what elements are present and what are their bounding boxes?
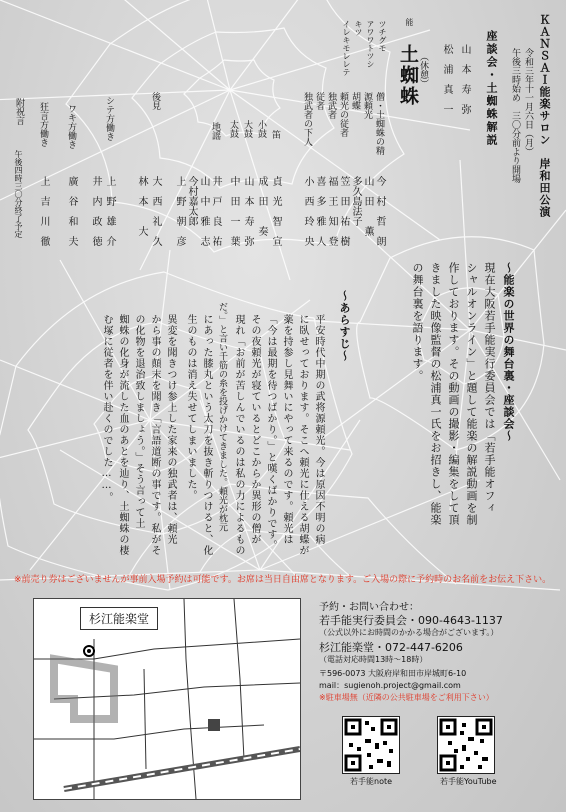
- contact-org: 若手能実行委員会・090-4643-1137: [319, 614, 503, 627]
- synopsis-line-2: に臥せっております。そこへ頼光に仕える胡蝶が: [297, 314, 308, 556]
- synopsis-line-6: 現れ「お前が苦しんでいるのは私の力によるもの: [233, 314, 244, 556]
- furigana-2: アワワトツシ: [366, 20, 375, 68]
- role-4: 頼光の従者: [338, 92, 348, 137]
- synopsis-line-1: 平安時代中期の武将源頼光。今は原因不明の病: [313, 314, 324, 545]
- intro-line-4: きました映像監督の松浦真一氏をお招きし、能楽: [429, 262, 442, 526]
- support-member-1b: 井 内 政 徳: [90, 176, 101, 246]
- map-title: 杉江能楽堂: [80, 607, 158, 630]
- qr-code-youtube[interactable]: [437, 716, 495, 774]
- performer-4: 笠 田 祐 樹: [338, 176, 349, 246]
- role-6: 従者: [314, 92, 324, 110]
- jiutai-member-2: 山 中 雅 志: [198, 176, 209, 246]
- koken-label: 後見: [150, 92, 160, 110]
- support-label-2: ワキ方働き: [66, 104, 76, 149]
- end-time: 午後四時三〇分終了予定: [14, 150, 23, 238]
- intro-line-3: 作しております。その動画の撮影・編集をして頂: [447, 262, 460, 526]
- synopsis-line-14: む塚に従者を伴い赴くのでした……。: [101, 314, 112, 503]
- performer-1: 今 村 哲 朗: [374, 176, 385, 246]
- event-time: 午後三時始め 三〇分前より開場: [510, 48, 520, 183]
- synopsis-line-3: 薬を持参し見舞いにやって来るのです。頼光は: [281, 314, 292, 545]
- talk-title: 座談会・土蜘蛛解説: [485, 30, 498, 147]
- performer-5: 福 王 知 登: [326, 176, 337, 246]
- musician-1: 貞 光 智 宣: [270, 176, 281, 246]
- synopsis-line-8: にあった膝丸という太刀を抜き斬りつけると、化: [201, 314, 212, 556]
- description-box: [49, 262, 519, 568]
- synopsis-line-9: 生のものは消え失せてしまいました。: [185, 314, 196, 501]
- access-map: [33, 598, 301, 800]
- contact-venue: 杉江能楽堂・072-447-6206: [319, 641, 463, 654]
- musician-4: 中 田 一 葉: [228, 176, 239, 246]
- synopsis-line-4: 「今は最期を待つばかり。」と嘆くばかりです。: [265, 314, 276, 551]
- performer-7: 小 西 玲 央: [302, 176, 313, 246]
- intro-line-2: シャルオンライン」と題して能楽の解説動画を制: [465, 262, 478, 526]
- event-title: ＫＡＮＳＡＩ能楽サロン 岸和田公演: [538, 14, 551, 218]
- event-date: 令和三年十一月六日（月）: [523, 48, 533, 156]
- role-1: 僧・土蜘蛛の精: [374, 92, 384, 155]
- performer-6: 喜 多 雅 人: [314, 176, 325, 246]
- jiutai-member-1: 井 戸 良 祐: [210, 176, 221, 246]
- qr-youtube-label: 若手能YouTube: [440, 777, 497, 786]
- performer-3: 多久島法子: [350, 176, 361, 226]
- parking-notice: ※駐車場無（近隣の公共駐車場をご利用下さい）: [319, 693, 494, 702]
- role-3: 胡蝶: [350, 92, 360, 110]
- support-label-1: シテ方働き: [104, 96, 114, 141]
- noh-label: 能: [405, 18, 414, 26]
- synopsis-line-7: だ。」と言い千筋の糸を投げかけてきました。頼光が枕元: [217, 302, 227, 532]
- contact-address: 〒596-0073 大阪府岸和田市岸城町6-10: [319, 669, 467, 678]
- talk-speaker-2: 松 浦 真 一: [441, 44, 452, 114]
- shugen-label: 附祝言: [14, 98, 24, 125]
- furigana-3: キツ: [354, 20, 363, 36]
- jiutai-label: 地謡: [210, 122, 220, 140]
- noh-title: 土蜘蛛: [397, 44, 419, 107]
- musician-part-4: 太鼓: [228, 120, 238, 138]
- musician-part-1: 笛: [270, 130, 280, 139]
- synopsis-line-11: から事の顛末を聞き「言語道断の事です。私がそ: [149, 314, 160, 556]
- jiutai-member-4: 上 野 朝 彦: [174, 176, 185, 246]
- reservation-notice: ※前売り券はございませんが事前入場予約は可能です。お席は当日自由席となります。ご入場の際に予約時のお名前をお伝え下さい。: [14, 575, 552, 585]
- role-7: 独武者の下人: [302, 92, 312, 146]
- intermission-label: （休憩）: [418, 52, 428, 88]
- support-member-2: 廣 谷 和 夫: [66, 176, 77, 246]
- koken-member-2: 林 本 大: [136, 176, 147, 236]
- intro-line-1: 現在大阪若手能実行委員会では「若手能オフィ: [483, 262, 496, 514]
- support-member-1a: 上 野 雄 介: [104, 176, 115, 246]
- furigana-4: イレキモレレテ: [342, 20, 351, 76]
- musician-part-2: 小鼓: [256, 120, 266, 138]
- synopsis-title: 〜あらすじ〜: [338, 290, 351, 362]
- jiutai-member-3: 今村嘉太郎: [186, 176, 197, 226]
- talk-speaker-1: 山 本 寿 弥: [459, 44, 470, 114]
- support-label-3: 狂言方働き: [38, 102, 48, 147]
- intro-title: 〜能楽の世界の舞台裏・座談会〜: [502, 262, 515, 442]
- qr-note-label: 若手能note: [350, 777, 393, 786]
- synopsis-line-13: 蜘蛛の化身が流した血のあとを辿り、土蜘蛛の棲: [117, 314, 128, 556]
- role-2: 源頼光: [362, 92, 372, 119]
- koken-member-1: 大 西 礼 久: [150, 176, 161, 246]
- qr-code-note[interactable]: [342, 716, 400, 774]
- musician-part-3: 大鼓: [242, 120, 252, 138]
- musician-3: 山 本 寿 弥: [242, 176, 253, 246]
- synopsis-line-12: の化物を退治致しましょう。」そう言って土: [133, 314, 144, 529]
- support-member-3: 上 吉 川 徹: [38, 176, 49, 246]
- map-roads: [34, 599, 300, 799]
- intro-line-5: の舞台裏を語ります。: [411, 262, 424, 382]
- synopsis-line-10: 異変を聞きつけ参上した家来の独武者は、頼光: [165, 314, 176, 545]
- furigana-1: ツチグモ: [378, 20, 387, 52]
- performer-2: 山 田 薫: [362, 176, 373, 236]
- contact-heading: 予約・お問い合わせ：: [319, 602, 419, 613]
- role-5: 独武者: [326, 92, 336, 119]
- musician-2: 成 田 奏: [256, 176, 267, 236]
- contact-venue-note: （電話対応時間13時〜18時）: [319, 655, 428, 664]
- contact-mail[interactable]: mail：sugienoh.project@gmail.com: [319, 681, 461, 690]
- synopsis-line-5: その夜頼光が寝ているとどこからか異形の僧が: [249, 314, 260, 545]
- contact-org-note: （公式以外にお時間のかかる場合がございます。）: [319, 628, 499, 637]
